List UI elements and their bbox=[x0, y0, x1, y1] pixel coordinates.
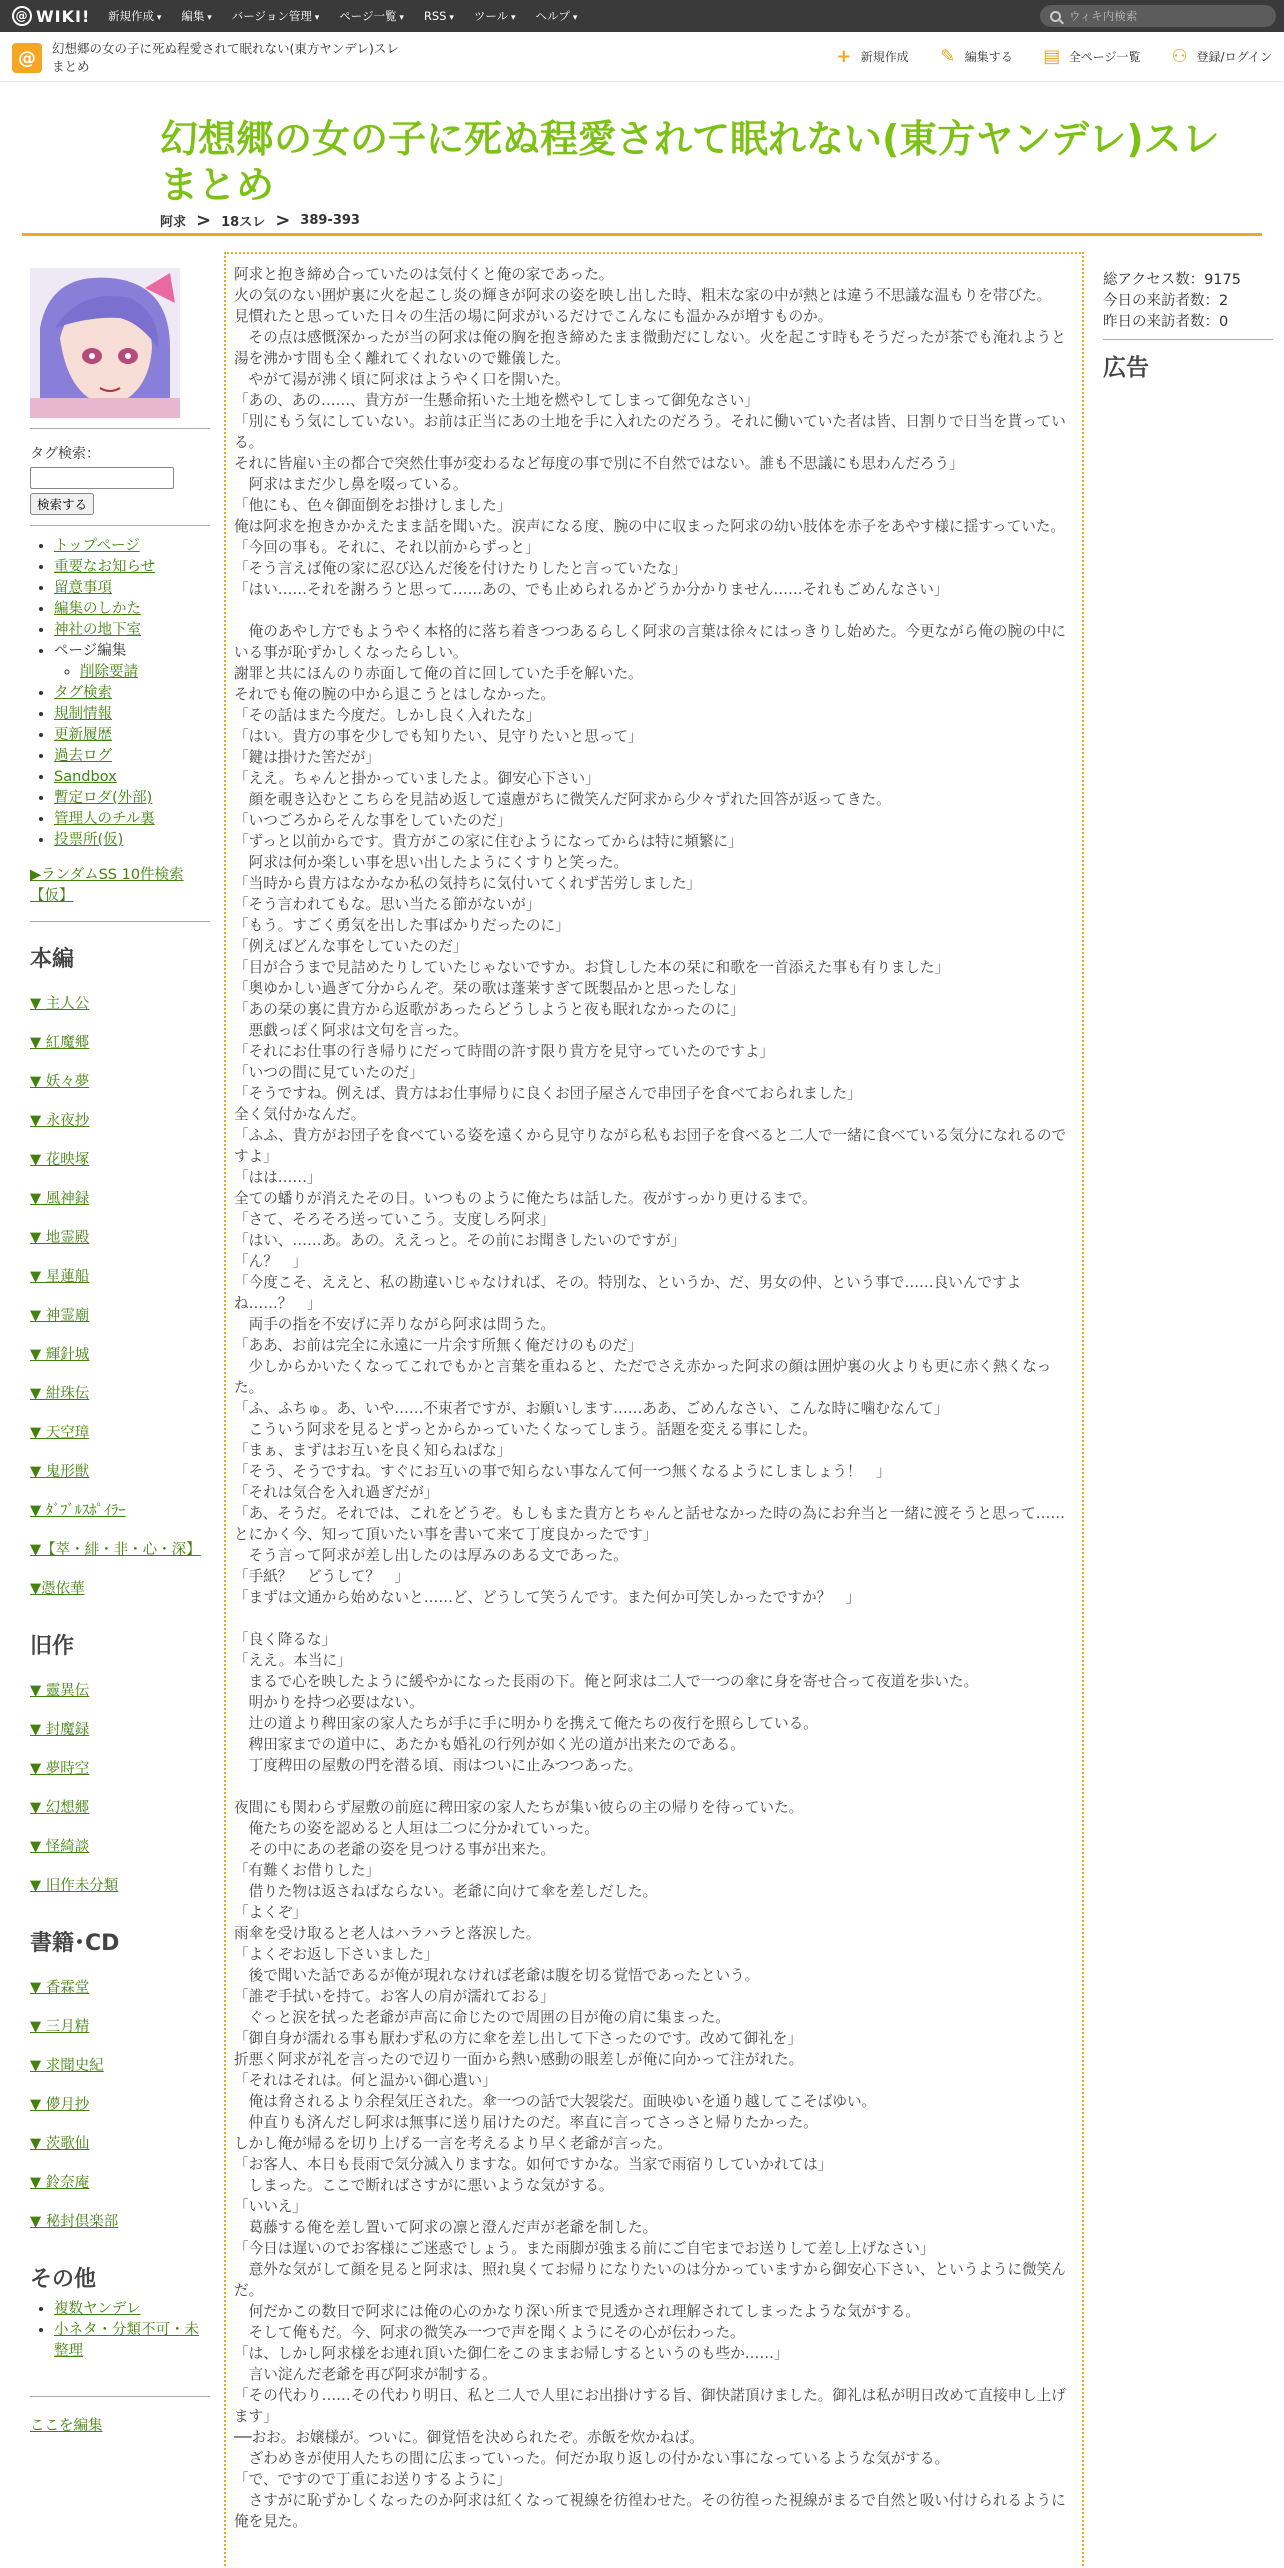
site-title[interactable]: 幻想郷の女の子に死ぬ程愛されて眠れない(東方ヤンデレ)スレ まとめ bbox=[52, 41, 412, 74]
total-access-count: 総アクセス数：9175 bbox=[1103, 272, 1241, 288]
nav-section-link[interactable]: ▼ 紅魔郷 bbox=[30, 1035, 90, 1051]
sub-list bbox=[80, 662, 210, 683]
link-top-page[interactable]: トップページ bbox=[54, 538, 140, 554]
nav-section-link[interactable]: ▼ 鬼形獣 bbox=[30, 1464, 90, 1480]
nav-section-link[interactable]: ▼ 輝針城 bbox=[30, 1347, 90, 1363]
link-sandbox[interactable]: Sandbox bbox=[54, 769, 117, 785]
menu-new[interactable]: 新規作成 ▾ bbox=[108, 8, 161, 24]
list-item bbox=[54, 641, 210, 683]
nav-section-link[interactable]: ▼ 幻想郷 bbox=[30, 1800, 90, 1816]
nav-section-link[interactable]: ▼ 風神録 bbox=[30, 1191, 90, 1207]
edit-button[interactable] bbox=[939, 46, 1013, 67]
list-item bbox=[54, 620, 210, 641]
login-button[interactable] bbox=[1171, 46, 1272, 67]
nav-section-link[interactable]: ▼ 旧作未分類 bbox=[30, 1878, 119, 1894]
story-content bbox=[224, 252, 1084, 2568]
character-avatar-image bbox=[30, 268, 180, 418]
nav-section-link[interactable]: ▼ 茨歌仙 bbox=[30, 2136, 90, 2152]
nav-section-heading: 本編 bbox=[30, 947, 75, 972]
atwiki-logo[interactable] bbox=[12, 5, 90, 27]
new-page-button[interactable] bbox=[835, 46, 909, 67]
search-icon bbox=[1050, 11, 1061, 22]
nav-section-link[interactable]: ▼ 花映塚 bbox=[30, 1152, 90, 1168]
breadcrumb-item[interactable]: 阿求 bbox=[160, 215, 187, 230]
logo-text: WIKI! bbox=[36, 6, 91, 26]
site-logo-icon[interactable]: @ bbox=[12, 43, 42, 73]
header-actions bbox=[835, 46, 1272, 67]
breadcrumb-separator: > bbox=[196, 210, 212, 231]
list-item bbox=[54, 725, 210, 746]
nav-section-link[interactable]: ▼ 鈴奈庵 bbox=[30, 2175, 90, 2191]
at-icon: @ bbox=[12, 6, 32, 26]
breadcrumb bbox=[160, 210, 360, 231]
menu-edit[interactable]: 編集 ▾ bbox=[181, 8, 211, 24]
menu-version[interactable]: バージョン管理 ▾ bbox=[232, 8, 319, 24]
link-shrine-basement[interactable]: 神社の地下室 bbox=[54, 622, 141, 638]
nav-section-link[interactable]: ▼ 靈異伝 bbox=[30, 1683, 90, 1699]
link-history[interactable]: 更新履歴 bbox=[54, 727, 112, 743]
divider bbox=[30, 2396, 210, 2397]
wiki-search-input[interactable] bbox=[1040, 5, 1276, 27]
list-item bbox=[54, 767, 210, 788]
nav-section-link[interactable]: ▼ 紺珠伝 bbox=[30, 1386, 90, 1402]
link-archive[interactable]: 過去ログ bbox=[54, 748, 112, 764]
title-divider bbox=[22, 233, 1262, 236]
link-admin[interactable]: 管理人のチル裏 bbox=[54, 811, 155, 827]
all-pages-label: 全ページ一覧 bbox=[1068, 50, 1141, 64]
menu-help[interactable]: ヘルプ ▾ bbox=[536, 8, 578, 24]
nav-section-link[interactable]: ▼ 夢時空 bbox=[30, 1761, 90, 1777]
menu-rss[interactable]: RSS ▾ bbox=[424, 9, 454, 23]
site-header bbox=[0, 32, 1284, 82]
edit-label: 編集する bbox=[964, 50, 1013, 64]
login-label: 登録/ログイン bbox=[1196, 50, 1272, 64]
main-menu-list bbox=[54, 536, 210, 851]
today-visitor-count: 今日の来訪者数：2 bbox=[1103, 293, 1229, 309]
divider bbox=[1103, 339, 1273, 340]
link-tag-search[interactable]: タグ検索 bbox=[54, 685, 112, 701]
story-paragraph: 夜間にも関わらず屋敷の前庭に稗田家の家人たちが集い彼らの主の帰りを待っていた。 俺たちの姿を認めると人垣は二つに分かれていった。 その中にあの老爺の姿を見つける事が出来た。 「有難くお借りした」 借りた物は返さねばならない。老爺に向けて傘を差しだした。 「よくぞ」 雨傘を受け取ると老人はハラハラと落涙した。 「よくぞお返し下さいました」 後で聞いた話であるが俺が現れなければ老爺は腹を切る覚悟であったという。 「誰ぞ手拭いを持て。お客人の肩が濡れておる」 ぐっと涙を拭った老爺が声高に命じたので周囲の目が俺の肩に集まった。 「御自身が濡れる事も厭わず私の方に傘を差し出して下さったのです。改めて御礼を」 折悪く阿求が礼を言ったので辺り一面から熱い感動の眼差しが俺に向かって注がれた。 「それはそれは。何と温かい御心遣い」 俺は脅されるより余程気圧された。傘一つの話で大袈裟だ。面映ゆいを通り越してこそばゆい。 仲直りも済んだし阿求は無事に送り届けたのだ。率直に言ってさっさと帰りたかった。 しかし俺が帰るを切り上げる一言を考えるより早く老爺が言った。 「お客人、本日も長雨で気分滅入りますな。如何ですかな。当家で雨宿りしていかれては」 しまった。ここで断ればさすがに悪いような気がする。 「いいえ」 葛藤する俺を差し置いて阿求の凛と澄んだ声が老爺を制した。 「今日は遅いのでお客様にご迷惑でしょう。また雨脚が強まる前にご自宅までお送りして差し上げなさい」 意外な気がして顔を見ると阿求は、照れ臭くてお帰りになりたいのは分かっていますから御安心下さい、というように微笑んだ。 何だかこの数日で阿求には俺の心のかなり深い所まで見透かされ理解されてしまったような気がする。 そして俺もだ。今、阿求の微笑み一つで声を聞くようにその心が伝わった。 「は、しかし阿求様をお連れ頂いた御仁をこのままお帰しするというのも些か……」 言い淀んだ老爺を再び阿求が制する。 「その代わり……その代わり明日、私と二人で人里にお出掛けする旨、御快諾頂けました。御礼は私が明日改めて直接申し上げます」 ──おお。お嬢様が。ついに。御覚悟を決められたぞ。赤飯を炊かねば。 ざわめきが使用人たちの間に広まっていった。何だか取り返しの付かない事になっているような気がする。 「で、ですので丁重にお送りするように」 さすがに恥ずかしくなったのか阿求は紅くなって視線を彷徨わせた。その彷徨った視線がまるで自然と吸い付けられるように俺を見た。 bbox=[234, 1799, 1066, 2530]
random-ss-link[interactable]: ▶ランダムSS 10件検索【仮】 bbox=[30, 867, 184, 904]
link-multi-yandere[interactable]: 複数ヤンデレ bbox=[54, 2301, 141, 2317]
link-misc[interactable]: 小ネタ・分類不可・未整理 bbox=[54, 2322, 199, 2359]
breadcrumb-item[interactable]: 18スレ bbox=[221, 215, 266, 230]
link-regulation[interactable]: 規制情報 bbox=[54, 706, 112, 722]
tag-search-input[interactable] bbox=[30, 467, 174, 489]
story-paragraph: 俺のあやし方でもようやく本格的に落ち着きつつあるらしく阿求の言葉は徐々にはっきりし始めた。今更ながら俺の腕の中にいる事が恥ずかしくなったらしい。 謝罪と共にほんのり赤面して俺の首に回していた手を解いた。 それでも俺の腕の中から退こうとはしなかった。 「その話はまた今度だ。しかし良く入れたな」 「はい。貴方の事を少しでも知りたい、見守りたいと思って」 「鍵は掛けた筈だが」 「ええ。ちゃんと掛かっていましたよ。御安心下さい」 顔を覗き込むとこちらを見詰め返して遠慮がちに微笑んだ阿求から少々ずれた回答が返ってきた。 「いつごろからそんな事をしていたのだ」 「ずっと以前からです。貴方がこの家に住むようになってからは特に頻繁に」 阿求は何か楽しい事を思い出したようにくすりと笑った。 「当時から貴方はなかなか私の気持ちに気付いてくれず苦労しました」 「そう言われてもな。思い当たる節がないが」 「もう。すごく勇気を出した事ばかりだったのに」 「例えばどんな事をしていたのだ」 「目が合うまで見詰めたりしていたじゃないですか。お貸しした本の栞に和歌を一首添えた事も有りました」 「奥ゆかしい過ぎて分からんぞ。栞の歌は蓬莱すぎて既製品かと思ったしな」 「あの栞の裏に貴方から返歌があったらどうしようと夜も眠れなかったのに」 悪戯っぽく阿求は文句を言った。 「それにお仕事の行き帰りにだって時間の許す限り貴方を見守っていたのですよ」 「いつの間に見ていたのだ」 「そうですね。例えば、貴方はお仕事帰りに良くお団子屋さんで串団子を食べておられました」 全く気付かなんだ。 「ふふ、貴方がお団子を食べている姿を遠くから見守りながら私もお団子を食べると二人で一緒に食べている気分になれるのですよ」 「はは……」 全ての蟠りが消えたその日。いつものように俺たちは話した。夜がすっかり更けるまで。 「さて、そろそろ送っていこう。支度しろ阿求」 「はい、……あ。あの。ええっと。その前にお聞きしたいのですが」 「ん？ 」 「今度こそ、ええと、私の勘違いじゃなければ、その。特別な、というか、だ、男女の仲、という事で……良いんですよね……？ 」 両手の指を不安げに弄りながら阿求は問うた。 「ああ、お前は完全に永遠に一片余す所無く俺だけのものだ」 少しからかいたくなってこれでもかと言葉を重ねると、ただでさえ赤かった阿求の顔は囲炉裏の火よりも更に赤く熱くなった。 「ふ、ふちゅ。あ、いや……不束者ですが、お願いします……ああ、ごめんなさい、こんな時に噛むなんて」 こういう阿求を見るとずっとからかっていたくなってしまう。話題を変える事にした。 「まぁ、まずはお互いを良く知らねばな」 「そう、そうですね。すぐにお互いの事で知らない事なんて何一つ無くなるようにしましょう！ 」 「それは気合を入れ過ぎだが」 「あ、そうだ。それでは、これをどうぞ。もしもまた貴方とちゃんと話せなかった時の為にお弁当と一緒に渡そうと思って……とにかく今、知って頂いたい事を書いて来て丁度良かったです」 そう言って阿求が差し出したのは厚みのある文であった。 「手紙？ どうして？ 」 「まずは文通から始めないと……ど、どうして笑うんです。また何か可笑しかったですか？ 」 bbox=[234, 623, 1067, 1606]
nav-section-link[interactable]: ▼ 天空璋 bbox=[30, 1425, 90, 1441]
all-pages-button[interactable] bbox=[1043, 46, 1141, 67]
nav-section-link[interactable]: ▼ 主人公 bbox=[30, 996, 90, 1012]
divider bbox=[30, 428, 210, 429]
list-item bbox=[54, 536, 210, 557]
list-item bbox=[54, 788, 210, 809]
right-sidebar bbox=[1103, 270, 1273, 379]
story-paragraph: 阿求と抱き締め合っていたのは気付くと俺の家であった。 火の気のない囲炉裏に火を起こし炎の輝きが阿求の姿を映し出した時、粗末な家の中が熱とは違う不思議な温もりを帯びた。 見慣れたと思っていた日々の生活の場に阿求がいるだけでこんなにも温かみが増すものか。 その点は感慨深かったが当の阿求は俺の胸を抱き締めたまま微動だにしない。火を起こす時もそうだったが茶でも淹れようと湯を沸かす間も全く離れてくれないので難儀した。 やがて湯が沸く頃に阿求はようやく口を開いた。 「あの、あの……、貴方が一生懸命拓いた土地を燃やしてしまって御免なさい」 「別にもう気にしていない。お前は正当にあの土地を手に入れたのだろう。それに働いていた者は皆、日割りで日当を貰っている。 それに皆雇い主の都合で突然仕事が変わるなど毎度の事で別に不自然ではない。誰も不思議にも思わんだろう」 阿求はまだ少し鼻を啜っている。 「他にも、色々御面倒をお掛けしました」 俺は阿求を抱きかかえたまま話を聞いた。涙声になる度、腕の中に収まった阿求の幼い肢体を赤子をあやす様に揺すっていた。 「今回の事も。それに、それ以前からずっと」 「そう言えば俺の家に忍び込んだ後を付けたりしたと言っていたな」 「はい……それを謝ろうと思って……あの、でも止められるかどうか分かりません……それもごめんなさい」 bbox=[234, 266, 1066, 598]
tag-search-button[interactable]: 検索する bbox=[30, 493, 94, 515]
link-delete-request[interactable]: 削除要請 bbox=[80, 664, 138, 680]
list-item bbox=[54, 809, 210, 830]
list-item bbox=[54, 599, 210, 620]
link-notice[interactable]: 重要なお知らせ bbox=[54, 559, 156, 575]
story-paragraph: 「良く降るな」 「ええ。本当に」 まるで心を映したように緩やかになった長雨の下。俺と阿求は二人で一つの傘に身を寄せ合って夜道を歩いた。 明かりを持つ必要はない。 辻の道より稗田家の家人たちが手に手に明かりを携えて俺たちの夜行を照らしている。 稗田家までの道中に、あたかも婚礼の行列が如く光の道が出来たのである。 丁度稗田の屋敷の門を潜る頃、雨はついに止みつつあった。 bbox=[234, 1631, 979, 1774]
edit-sidebar-link[interactable]: ここを編集 bbox=[30, 2418, 103, 2434]
pencil-icon: ✎ bbox=[940, 46, 956, 67]
nav-section-link[interactable]: ▼ 神霊廟 bbox=[30, 1308, 90, 1324]
list-item bbox=[80, 662, 210, 683]
nav-section-link[interactable]: ▼ 星蓮船 bbox=[30, 1269, 90, 1285]
list-item bbox=[54, 578, 210, 599]
nav-section-link[interactable]: ▼ 三月精 bbox=[30, 2019, 90, 2035]
nav-section-link[interactable]: ▼ 妖々夢 bbox=[30, 1074, 90, 1090]
nav-section-link[interactable]: ▼ ﾀﾞﾌﾞﾙｽﾎﾟｲﾗｰ bbox=[30, 1503, 126, 1519]
link-how-to-edit[interactable]: 編集のしかた bbox=[54, 601, 141, 617]
nav-section-link[interactable]: ▼ 封魔録 bbox=[30, 1722, 90, 1738]
tag-search-label: タグ検索： bbox=[30, 446, 100, 462]
nav-section-link[interactable]: ▼ 地霊殿 bbox=[30, 1230, 90, 1246]
nav-section-link[interactable]: ▼ 秘封倶楽部 bbox=[30, 2214, 119, 2230]
document-icon: ▤ bbox=[1043, 46, 1061, 67]
nav-section-link[interactable]: ▼ 求聞史紀 bbox=[30, 2058, 104, 2074]
menu-tools[interactable]: ツール ▾ bbox=[474, 8, 516, 24]
breadcrumb-item[interactable]: 389-393 bbox=[300, 213, 360, 228]
plus-icon: + bbox=[836, 46, 852, 67]
list-item bbox=[54, 2320, 210, 2362]
yesterday-visitor-count: 昨日の来訪者数：0 bbox=[1103, 314, 1229, 330]
global-menu bbox=[108, 0, 577, 32]
breadcrumb-separator: > bbox=[275, 210, 291, 231]
list-item bbox=[54, 830, 210, 851]
menu-page-list[interactable]: ページ一覧 ▾ bbox=[339, 8, 404, 24]
nav-section-heading: 書籍･CD bbox=[30, 1931, 120, 1956]
list-item bbox=[54, 704, 210, 725]
divider bbox=[30, 525, 210, 526]
ad-heading: 広告 bbox=[1103, 355, 1149, 381]
page-title: 幻想郷の女の子に死ぬ程愛されて眠れない(東方ヤンデレ)スレ まとめ bbox=[160, 117, 1258, 207]
list-item bbox=[54, 557, 210, 578]
nav-section-link[interactable]: ▼【萃・緋・非・心・深】 bbox=[30, 1542, 201, 1558]
nav-section-heading: その他 bbox=[30, 2267, 97, 2292]
users-icon: ⚇ bbox=[1171, 46, 1188, 67]
nav-section-link[interactable]: ▼ 香霖堂 bbox=[30, 1980, 90, 1996]
link-uploader[interactable]: 暫定ロダ(外部) bbox=[54, 790, 153, 806]
nav-section-link[interactable]: ▼ 怪綺談 bbox=[30, 1839, 90, 1855]
nav-section-link[interactable]: ▼ 永夜抄 bbox=[30, 1113, 90, 1129]
search-placeholder: ウィキ内検索 bbox=[1069, 9, 1138, 23]
nav-section-link[interactable]: ▼ 儚月抄 bbox=[30, 2097, 90, 2113]
new-page-label: 新規作成 bbox=[860, 50, 909, 64]
global-top-bar bbox=[0, 0, 1284, 32]
divider bbox=[30, 921, 210, 922]
nav-section-link[interactable]: ▼憑依華 bbox=[30, 1581, 85, 1597]
link-poll[interactable]: 投票所(仮) bbox=[54, 832, 124, 848]
list-item bbox=[54, 746, 210, 767]
left-sidebar bbox=[30, 268, 210, 2446]
page-edit-label: ページ編集 bbox=[54, 643, 127, 659]
other-list bbox=[54, 2299, 210, 2362]
nav-section-heading: 旧作 bbox=[30, 1634, 75, 1659]
nav-sections bbox=[30, 942, 210, 2293]
list-item bbox=[54, 683, 210, 704]
link-notes[interactable]: 留意事項 bbox=[54, 580, 112, 596]
list-item bbox=[54, 2299, 210, 2320]
